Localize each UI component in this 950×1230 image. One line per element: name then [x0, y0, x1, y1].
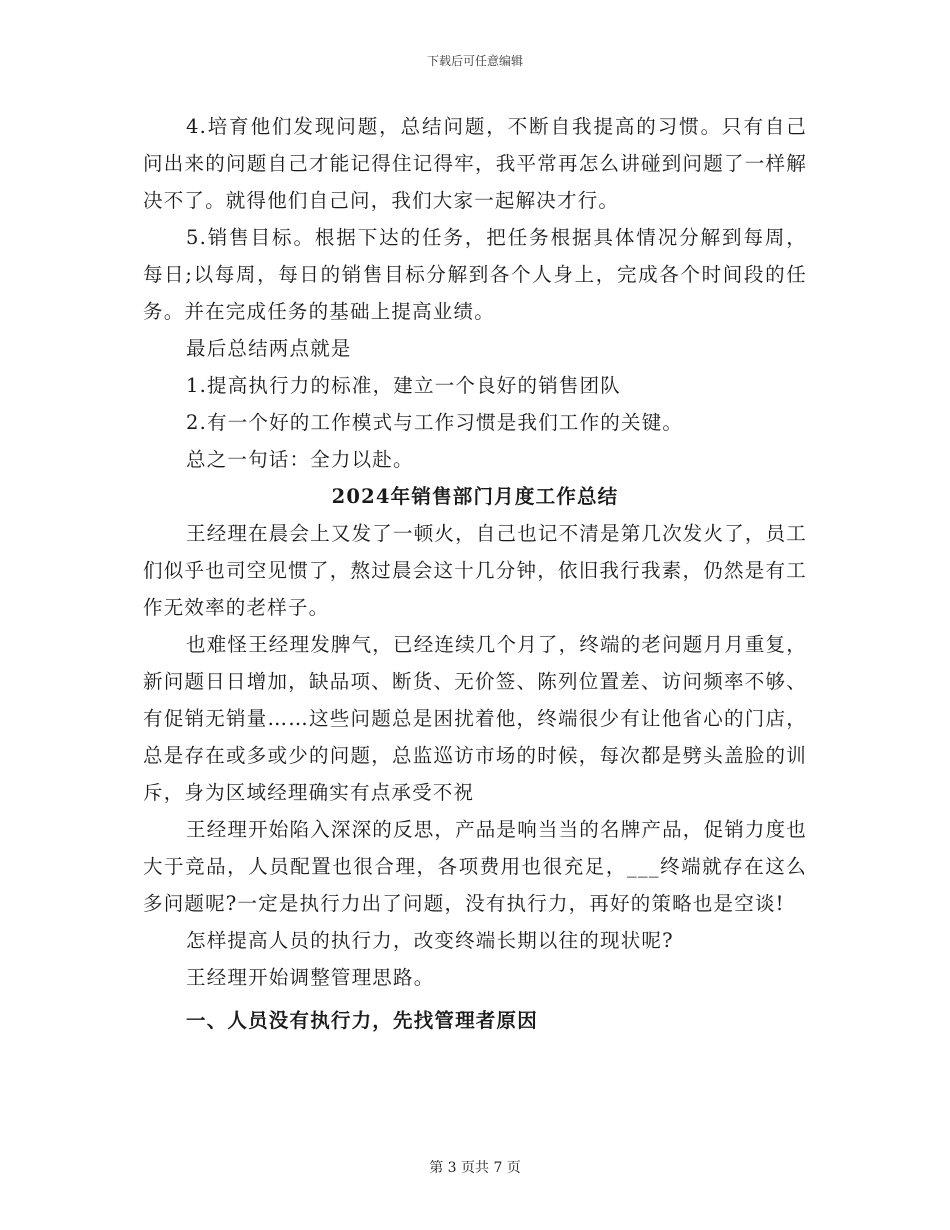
paragraph-item-4: 4.培育他们发现问题，总结问题，不断自我提高的习惯。只有自己问出来的问题自己才能记得住记得牢，我平常再怎么讲碰到问题了一样解决不了。就得他们自己问，我们大家一起解决才行。: [143, 115, 807, 212]
document-title: 2024年销售部门月度工作总结: [331, 485, 619, 508]
body-paragraph: 也难怪王经理发脾气，已经连续几个月了，终端的老问题月月重复，新问题日日增加，缺品项、断货、无价签、陈列位置差、访问频率不够、有促销无销量……这些问题总是困扰着他，终端很少有让他省心的门店，总是存在或多或少的问题，总监巡访市场的时候，每次都是劈头盖脸的训斥，身为区域经理确实有点承受不祝: [143, 633, 808, 804]
body-paragraph: 怎样提高人员的执行力，改变终端长期以往的现状呢?: [186, 929, 674, 952]
summary-conclusion: 总之一句话：全力以赴。: [186, 448, 414, 471]
body-paragraph: 王经理开始调整管理思路。: [186, 966, 435, 989]
body-paragraph: 王经理在晨会上又发了一顿火，自己也记不清是第几次发火了，员工们似乎也司空见惯了，熬过晨会这十几分钟，依旧我行我素，仍然是有工作无效率的老样子。: [143, 522, 808, 619]
page-footer: 第 3 页共 7 页: [429, 1160, 521, 1176]
section-heading: 一、人员没有执行力，先找管理者原因: [186, 1009, 538, 1032]
document-body: [143, 108, 807, 1039]
paragraph-item-5: 5.销售目标。根据下达的任务，把任务根据具体情况分解到每周，每日;以每周，每日的销售目标分解到各个人身上，完成各个时间段的任务。并在完成任务的基础上提高业绩。: [143, 226, 807, 323]
summary-intro: 最后总结两点就是: [186, 337, 352, 360]
summary-point-2: 2.有一个好的工作模式与工作习惯是我们工作的关键。: [186, 411, 684, 434]
page-header: 下载后可任意编辑: [426, 54, 523, 68]
summary-point-1: 1.提高执行力的标准，建立一个良好的销售团队: [186, 374, 622, 397]
body-paragraph: 王经理开始陷入深深的反思，产品是响当当的名牌产品，促销力度也大于竞品，人员配置也很合理，各项费用也很充足，___终端就存在这么多问题呢?一定是执行力出了问题，没有执行力，再好的策略也是空谈!: [143, 818, 808, 915]
